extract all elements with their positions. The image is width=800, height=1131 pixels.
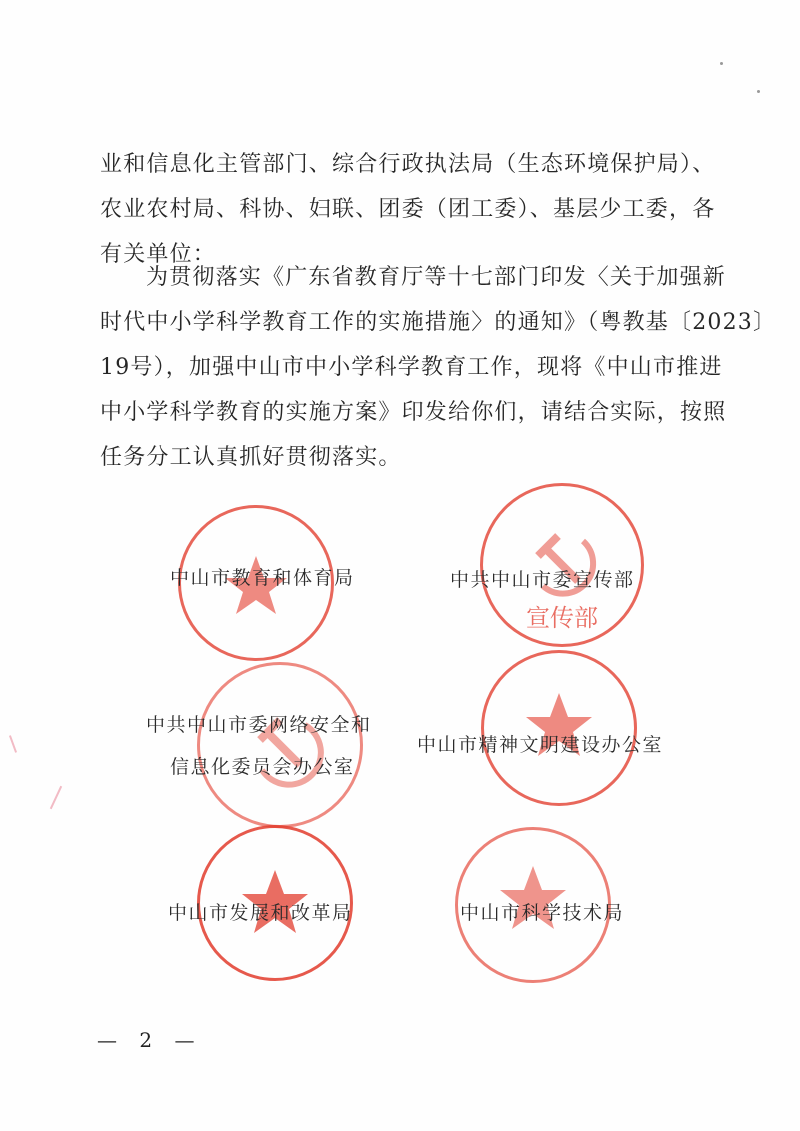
signatory-development-reform-bureau: 中山市发展和改革局 bbox=[168, 902, 353, 924]
text-line: 时代中小学科学教育工作的实施措施〉的通知》（粤教基〔2023〕 bbox=[100, 310, 777, 335]
scan-mark bbox=[9, 735, 17, 753]
signatory-education-bureau: 中山市教育和体育局 bbox=[170, 567, 355, 589]
text-line: 农业农村局、科协、妇联、团委（团工委）、基层少工委，各 bbox=[100, 197, 716, 222]
official-seal-civilization bbox=[481, 650, 637, 806]
signatory-cyberspace-office-line2: 信息化委员会办公室 bbox=[170, 756, 355, 778]
hammer-sickle-icon bbox=[200, 665, 360, 825]
text-line: 有关单位： bbox=[100, 242, 217, 267]
scan-speck bbox=[720, 62, 723, 65]
text-line: 中小学科学教育的实施方案》印发给你们，请结合实际，按照 bbox=[100, 400, 727, 425]
signatory-publicity-department: 中共中山市委宣传部 bbox=[450, 569, 635, 591]
signatory-civilization-office: 中山市精神文明建设办公室 bbox=[417, 734, 664, 756]
text-line: 为贯彻落实《广东省教育厅等十七部门印发〈关于加强新 bbox=[146, 265, 727, 290]
text-line: 19号），加强中山市中小学科学教育工作，现将《中山市推进 bbox=[100, 355, 723, 380]
scan-speck bbox=[757, 90, 760, 93]
signatory-science-technology-bureau: 中山市科学技术局 bbox=[460, 902, 625, 924]
signatory-cyberspace-office-line1: 中共中山市委网络安全和 bbox=[146, 714, 372, 736]
text-line: 任务分工认真抓好贯彻落实。 bbox=[100, 445, 402, 470]
star-icon bbox=[484, 653, 634, 803]
text-line: 业和信息化主管部门、综合行政执法局（生态环境保护局）、 bbox=[100, 152, 716, 177]
body-paragraph bbox=[100, 255, 777, 480]
scan-mark bbox=[50, 786, 62, 810]
official-seal-cyberspace bbox=[197, 662, 363, 828]
page-number: — 2 — bbox=[97, 1028, 203, 1052]
svg-text:宣传部: 宣传部 bbox=[526, 604, 598, 632]
